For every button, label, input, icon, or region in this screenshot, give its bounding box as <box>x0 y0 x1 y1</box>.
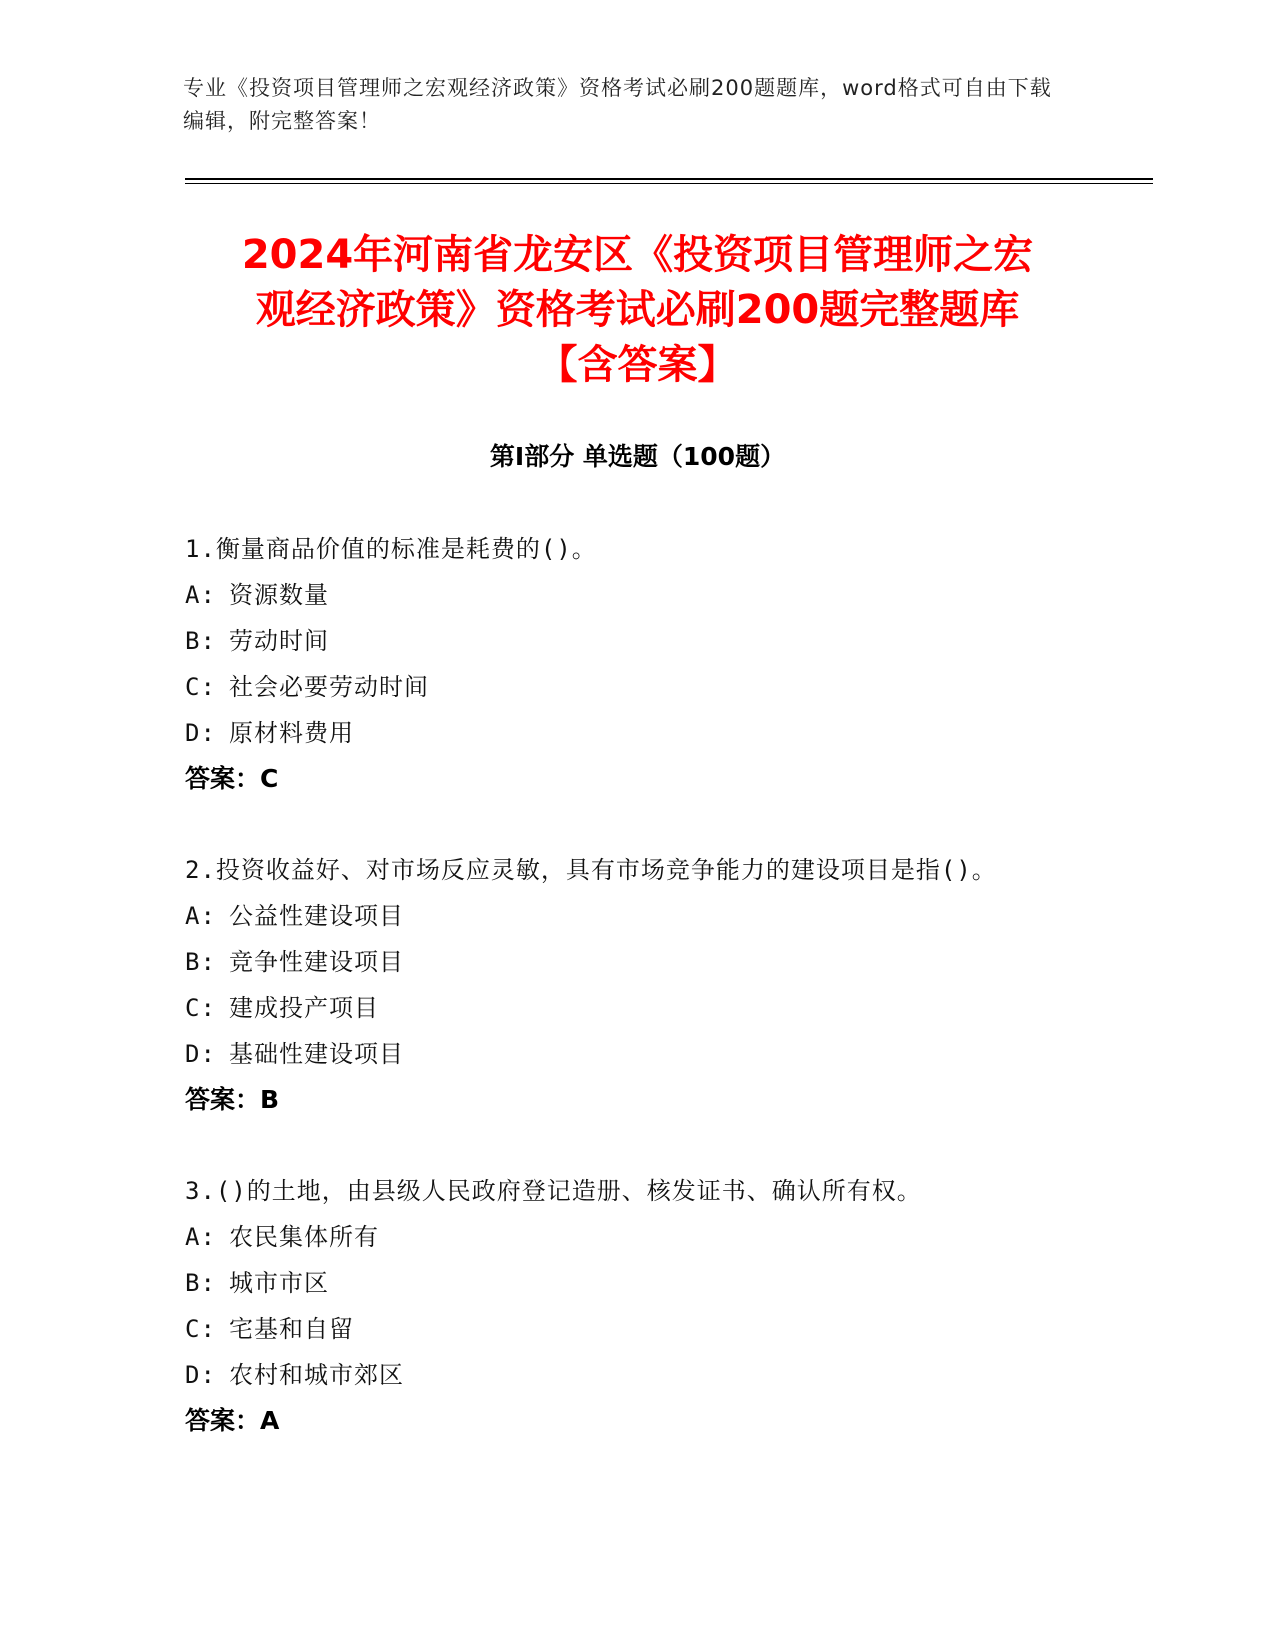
option-text: 农民集体所有 <box>229 1223 379 1251</box>
option-b <box>185 939 1065 985</box>
question-list <box>185 526 1065 1444</box>
option-a <box>185 893 1065 939</box>
option-letter: B: <box>185 627 216 655</box>
option-d <box>185 1031 1065 1077</box>
option-text: 农村和城市郊区 <box>229 1361 404 1389</box>
option-text: 社会必要劳动时间 <box>229 673 429 701</box>
option-text: 劳动时间 <box>229 627 329 655</box>
option-letter: A: <box>185 902 216 930</box>
option-letter: C: <box>185 994 216 1022</box>
question-2 <box>185 847 1065 1123</box>
option-letter: A: <box>185 581 216 609</box>
answer-line: 答案：A <box>185 1406 280 1435</box>
option-letter: A: <box>185 1223 216 1251</box>
question-spacer <box>185 802 1065 847</box>
option-text: 基础性建设项目 <box>229 1040 404 1068</box>
option-letter: C: <box>185 1315 216 1343</box>
option-letter: C: <box>185 673 216 701</box>
option-text: 竞争性建设项目 <box>229 948 404 976</box>
option-letter: B: <box>185 1269 216 1297</box>
header-rule-thin <box>185 183 1153 184</box>
option-letter: D: <box>185 1361 216 1389</box>
option-letter: B: <box>185 948 216 976</box>
question-stem: 3.()的土地，由县级人民政府登记造册、核发证书、确认所有权。 <box>185 1177 922 1205</box>
question-1 <box>185 526 1065 802</box>
option-text: 城市市区 <box>229 1269 329 1297</box>
answer-line: 答案：C <box>185 764 279 793</box>
option-b <box>185 1260 1065 1306</box>
option-letter: D: <box>185 719 216 747</box>
option-text: 建成投产项目 <box>229 994 379 1022</box>
option-b <box>185 618 1065 664</box>
question-stem: 1.衡量商品价值的标准是耗费的()。 <box>185 535 597 563</box>
option-a <box>185 1214 1065 1260</box>
option-text: 资源数量 <box>229 581 329 609</box>
header-rule-thick <box>185 178 1153 180</box>
question-3 <box>185 1168 1065 1444</box>
option-c <box>185 664 1065 710</box>
option-c <box>185 1306 1065 1352</box>
option-a <box>185 572 1065 618</box>
option-text: 原材料费用 <box>229 719 354 747</box>
question-stem: 2.投资收益好、对市场反应灵敏，具有市场竞争能力的建设项目是指()。 <box>185 856 997 884</box>
header-note: 专业《投资项目管理师之宏观经济政策》资格考试必刷200题题库，word格式可自由下载编辑，附完整答案！ <box>183 76 1052 133</box>
title-line-2: 观经济政策》资格考试必刷200题完整题库 <box>255 287 1020 333</box>
document-title <box>140 228 1135 393</box>
option-letter: D: <box>185 1040 216 1068</box>
section-heading: 第Ⅰ部分 单选题（100题） <box>489 442 786 471</box>
option-text: 宅基和自留 <box>229 1315 354 1343</box>
option-d <box>185 1352 1065 1398</box>
option-d <box>185 710 1065 756</box>
title-line-1: 2024年河南省龙安区《投资项目管理师之宏 <box>241 232 1034 278</box>
option-text: 公益性建设项目 <box>229 902 404 930</box>
option-c <box>185 985 1065 1031</box>
answer-line: 答案：B <box>185 1085 280 1114</box>
question-spacer <box>185 1123 1065 1168</box>
title-line-3: 【含答案】 <box>537 342 738 388</box>
